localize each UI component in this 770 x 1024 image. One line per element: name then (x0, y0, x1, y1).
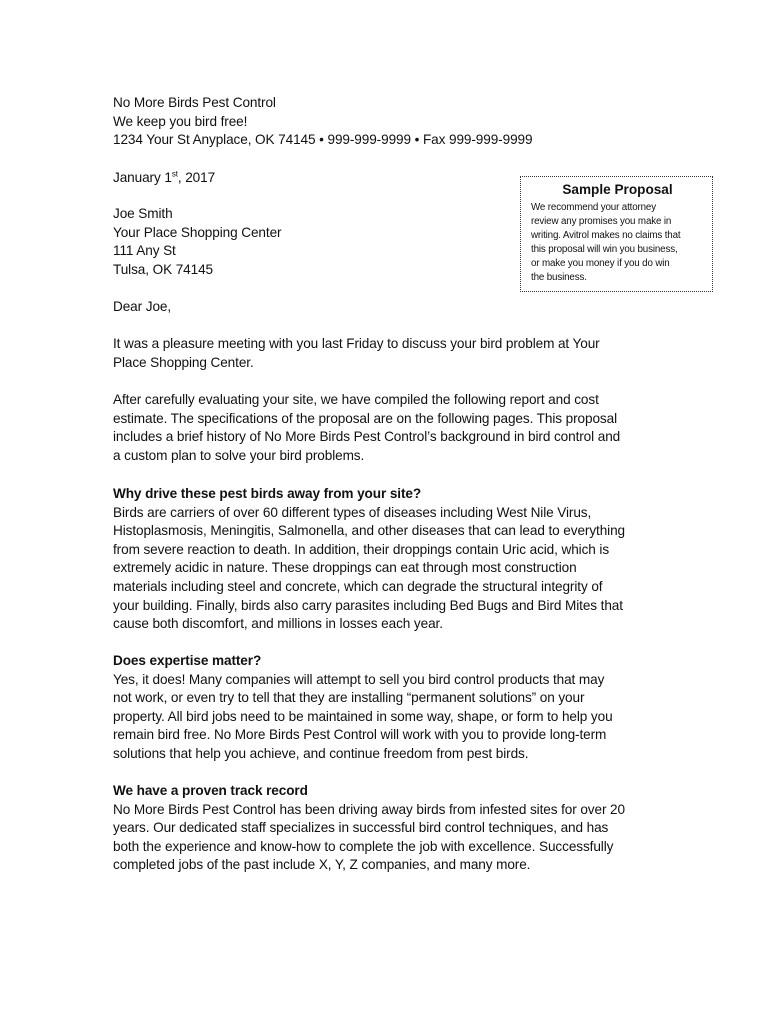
sender-contact: 1234 Your St Anyplace, OK 74145 • 999-999-9999 • Fax 999-999-9999 (113, 132, 533, 148)
date-prefix: January 1 (113, 170, 172, 185)
section-why-drive-birds (113, 485, 625, 634)
section-expertise (113, 652, 613, 764)
sender-name: No More Birds Pest Control (113, 95, 276, 110)
section-line: both the experience and know-how to complete the job with excellence. Successfully (113, 838, 614, 854)
recipient-block (113, 205, 281, 279)
recipient-line: Your Place Shopping Center (113, 224, 282, 240)
section-line: Yes, it does! Many companies will attempt to sell you bird control products that may (113, 671, 605, 687)
date-year: , 2017 (177, 170, 216, 185)
section-line: from severe reaction to death. In addition, their droppings contain Uric acid, which is (113, 541, 610, 557)
recipient-line: Tulsa, OK 74145 (113, 261, 214, 277)
paragraph-line: estimate. The specifications of the proposal are on the following pages. This proposal (113, 410, 617, 426)
section-line: your building. Finally, birds also carry parasites including Bed Bugs and Bird Mites that (113, 597, 623, 613)
section-line: property. All bird jobs need to be maintained in some way, shape, or form to help you (113, 708, 613, 724)
recipient-line: 111 Any St (113, 243, 176, 259)
section-heading: We have a proven track record (113, 783, 308, 798)
paragraph-intro (113, 335, 600, 372)
sender-block (113, 94, 532, 150)
sample-proposal-line: this proposal will win you business, (531, 244, 678, 255)
section-line: not work, or even try to tell that they are installing “permanent solutions” on your (113, 690, 585, 706)
paragraph-line: It was a pleasure meeting with you last Friday to discuss your bird problem at Your (113, 336, 600, 351)
paragraph-line: After carefully evaluating your site, we have compiled the following report and cost (113, 392, 599, 407)
section-line: years. Our dedicated staff specializes in successful bird control techniques, and has (113, 820, 609, 836)
section-line: remain bird free. No More Birds Pest Control will work with you to provide long-term (113, 727, 607, 743)
sample-proposal-line: writing. Avitrol makes no claims that (531, 230, 681, 241)
sender-tagline: We keep you bird free! (113, 113, 248, 129)
paragraph-line: includes a brief history of No More Birds Pest Control’s background in bird control and (113, 429, 621, 445)
letter-date (113, 169, 215, 188)
sample-proposal-title: Sample Proposal (562, 182, 673, 197)
paragraph-evaluation (113, 391, 620, 465)
section-line: completed jobs of the past include X, Y, Z companies, and many more. (113, 857, 531, 873)
sample-proposal-line: the business. (531, 272, 587, 283)
section-line: solutions that help you achieve, and continue freedom from pest birds. (113, 745, 529, 761)
section-line: cause both discomfort, and millions in losses each year. (113, 616, 443, 632)
section-line: Histoplasmosis, Meningitis, Salmonella, and other diseases that can lead to everything (113, 523, 626, 539)
sample-proposal-box (520, 176, 713, 292)
sample-proposal-line: or make you money if you do win (531, 258, 670, 269)
section-track-record (113, 782, 625, 875)
date-suffix: st (171, 169, 178, 179)
section-heading: Why drive these pest birds away from your site? (113, 486, 422, 501)
sample-proposal-line: review any promises you make in (531, 216, 672, 227)
paragraph-line: a custom plan to solve your bird problems. (113, 447, 365, 463)
recipient-line: Joe Smith (113, 206, 173, 221)
sample-proposal-line: We recommend your attorney (531, 202, 656, 213)
section-line: No More Birds Pest Control has been driving away birds from infested sites for over 20 (113, 801, 625, 817)
section-line: extremely acidic in nature. These droppings can eat through most construction (113, 560, 577, 576)
paragraph-line: Place Shopping Center. (113, 354, 254, 370)
section-line: materials including steel and concrete, which can degrade the structural integrity of (113, 578, 603, 594)
section-heading: Does expertise matter? (113, 653, 262, 668)
salutation: Dear Joe, (113, 299, 172, 314)
section-line: Birds are carriers of over 60 different types of diseases including West Nile Virus, (113, 504, 592, 520)
